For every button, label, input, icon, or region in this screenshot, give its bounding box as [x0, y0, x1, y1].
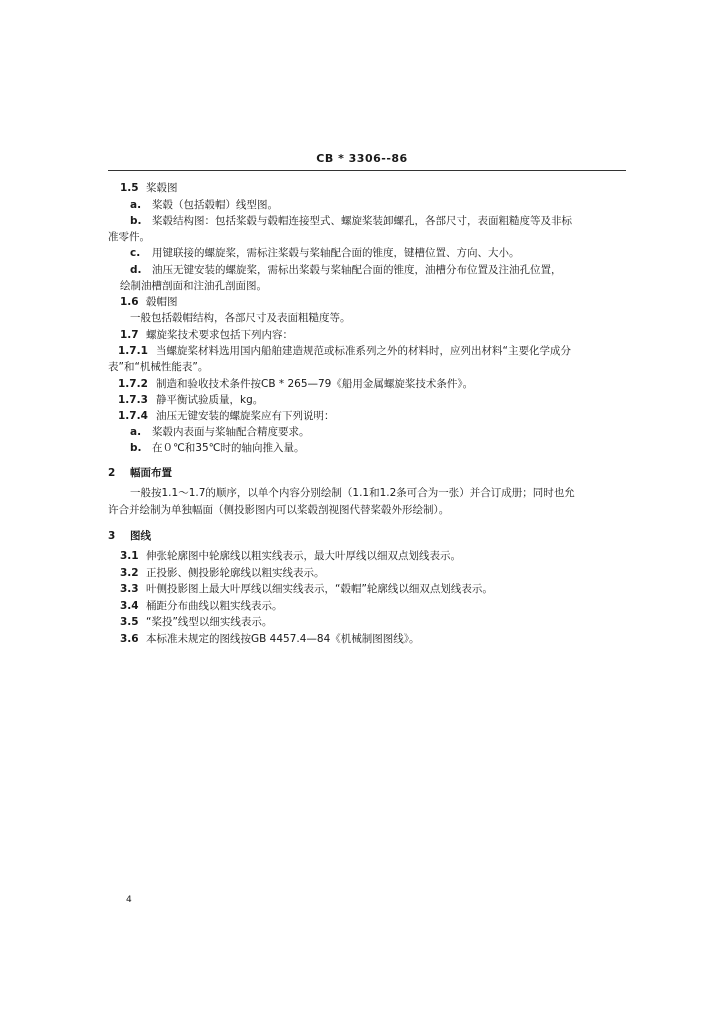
item-1-5-d: [130, 263, 562, 277]
section-2-heading: [108, 466, 172, 480]
section-number: 3.6: [120, 633, 139, 645]
section-title: 图线: [130, 530, 151, 542]
item-1-7-4-b: [130, 441, 304, 455]
section-1-6-text: [130, 311, 351, 325]
paragraph-text: 制造和验收技术条件按CB * 265—79《船用金属螺旋桨技术条件》。: [156, 378, 474, 390]
section-number: 1.7.4: [118, 410, 148, 422]
paragraph-text: 正投影、侧投影轮廓线以粗实线表示。: [146, 567, 325, 579]
header-rule: [108, 170, 626, 171]
item-text: 在０℃和35℃时的轴向推入量。: [152, 442, 305, 454]
section-1-7-2: [118, 377, 473, 391]
section-number: 1.7.3: [118, 394, 148, 406]
standard-code-header: CB * 3306--86: [316, 152, 408, 165]
item-text: 用键联接的螺旋桨，需标注桨毂与桨轴配合面的锥度，键槽位置、方向、大小。: [152, 247, 520, 259]
paragraph-text: 叶侧投影图上最大叶厚线以细实线表示，“毂帽”轮廓线以细双点划线表示。: [146, 583, 493, 595]
section-3-3: [120, 582, 493, 596]
paragraph-text: 油压无键安装的螺旋桨应有下列说明：: [156, 410, 335, 422]
section-number: 1.7.2: [118, 378, 148, 390]
paragraph-text: “桨投”线型以细实线表示。: [146, 616, 273, 628]
section-number: 3.3: [120, 583, 139, 595]
section-2-text: [130, 486, 575, 500]
item-text: 桨毂（包括毂帽）线型图。: [152, 199, 278, 211]
paragraph-text: 表”和“机械性能表”。: [108, 361, 209, 373]
item-marker: c.: [130, 247, 141, 259]
section-1-5: [120, 181, 178, 195]
section-number: 1.7: [120, 329, 139, 341]
item-text: 油压无键安装的螺旋桨，需标出桨毂与桨轴配合面的锥度，油槽分布位置及注油孔位置，: [152, 264, 562, 276]
paragraph-text: 许合并绘制为单独幅面（侧投影图内可以桨毂剖视图代替桨毂外形绘制）。: [108, 504, 450, 516]
item-1-5-b: [130, 214, 572, 228]
item-marker: b.: [130, 442, 142, 454]
paragraph-text: 一般包括毂帽结构，各部尺寸及表面粗糙度等。: [130, 312, 351, 324]
section-3-5: [120, 615, 272, 629]
section-number: 3.1: [120, 550, 139, 562]
item-1-5-b-cont: [108, 230, 150, 244]
item-text: 绘制油槽剖面和注油孔剖面图。: [120, 280, 267, 292]
item-text: 准零件。: [108, 231, 150, 243]
section-title: 桨毂图: [146, 182, 178, 194]
section-3-heading: [108, 529, 151, 543]
paragraph-text: 当螺旋桨材料选用国内船舶建造规范或标准系列之外的材料时，应列出材料“主要化学成分: [156, 345, 571, 357]
item-1-5-d-cont: [120, 279, 267, 293]
section-title: 毂帽图: [146, 296, 178, 308]
section-1-6: [120, 295, 178, 309]
section-1-7-4: [118, 409, 335, 423]
section-title: 幅面布置: [130, 467, 172, 479]
section-title: 螺旋桨技术要求包括下列内容：: [146, 329, 293, 341]
section-3-6: [120, 632, 420, 646]
section-number: 1.7.1: [118, 345, 148, 357]
item-text: 桨毂结构图：包括桨毂与毂帽连接型式、螺旋桨装卸螺孔，各部尺寸，表面粗糙度等及非标: [152, 215, 572, 227]
section-1-7-1-cont: [108, 360, 208, 374]
item-text: 桨毂内表面与桨轴配合精度要求。: [152, 426, 310, 438]
paragraph-text: 静平衡试验质量，kg。: [156, 394, 264, 406]
section-3-1: [120, 549, 461, 563]
item-marker: a.: [130, 426, 142, 438]
section-2-text-cont: [108, 503, 449, 517]
item-1-5-a: [130, 198, 278, 212]
section-number: 3.2: [120, 567, 139, 579]
paragraph-text: 本标准未规定的图线按GB 4457.4—84《机械制图图线》。: [146, 633, 420, 645]
section-number: 3.5: [120, 616, 139, 628]
section-3-4: [120, 599, 283, 613]
item-marker: d.: [130, 264, 142, 276]
section-3-2: [120, 566, 325, 580]
section-number: 1.6: [120, 296, 139, 308]
section-1-7: [120, 328, 293, 342]
section-number: 3: [108, 530, 116, 542]
item-marker: b.: [130, 215, 142, 227]
section-number: 3.4: [120, 600, 139, 612]
section-number: 1.5: [120, 182, 139, 194]
item-marker: a.: [130, 199, 142, 211]
page-number: 4: [126, 895, 132, 905]
paragraph-text: 一般按1.1～1.7的顺序，以单个内容分别绘制（1.1和1.2条可合为一张）并合订成册；同时也允: [130, 487, 575, 499]
item-1-5-c: [130, 246, 520, 260]
section-1-7-1: [118, 344, 571, 358]
paragraph-text: 伸张轮廓图中轮廓线以粗实线表示，最大叶厚线以细双点划线表示。: [146, 550, 461, 562]
section-1-7-3: [118, 393, 263, 407]
section-number: 2: [108, 467, 116, 479]
item-1-7-4-a: [130, 425, 310, 439]
paragraph-text: 桶距分布曲线以粗实线表示。: [146, 600, 283, 612]
